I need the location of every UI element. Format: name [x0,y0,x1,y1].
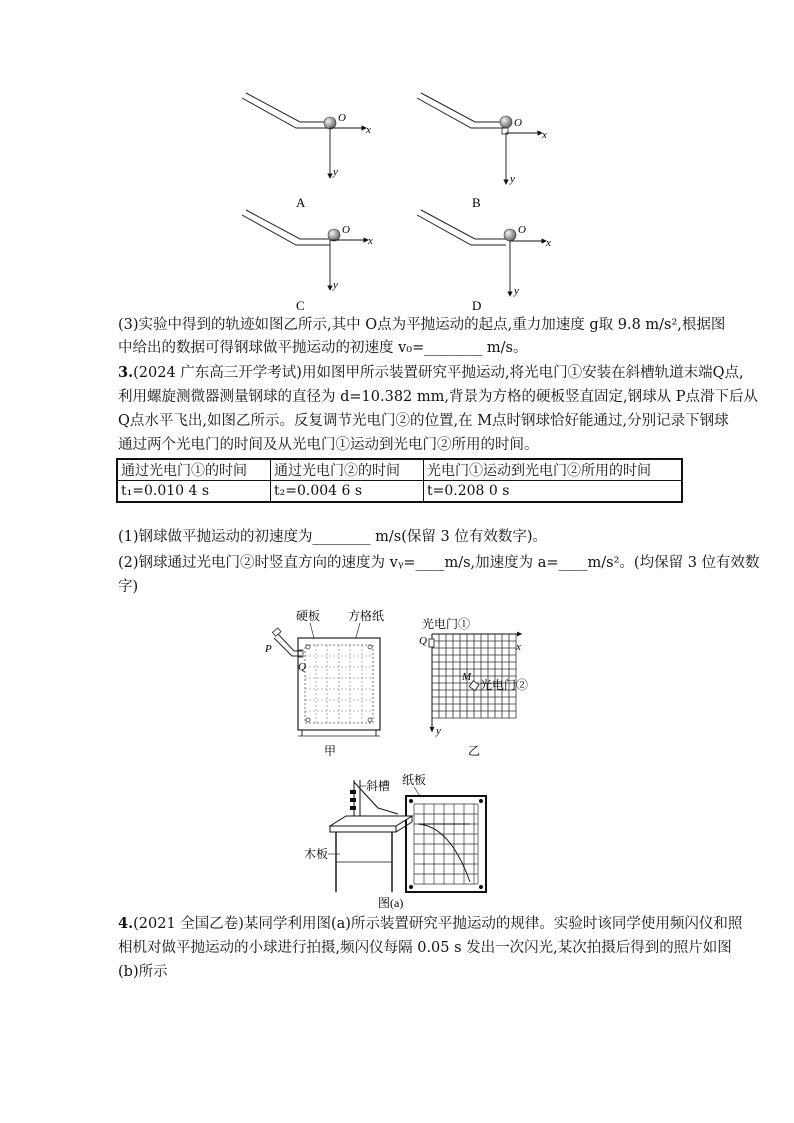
table-row [117,481,682,503]
svg-text:Q: Q [419,635,427,647]
q3-sub2-line1: (2)钢球通过光电门②时竖直方向的速度为 vᵧ=____m/s,加速度为 a=____m/s²。(均保留 3 位有效数 [118,555,760,571]
q4-line2: 相机对做平抛运动的小球进行拍摄,频闪仪每隔 0.05 s 发出一次闪光,某次拍摄后得到的照片如图 [118,940,732,956]
svg-text:O: O [342,224,350,236]
svg-text:x: x [542,129,547,141]
q3-line2: 利用螺旋测微器测量钢球的直径为 d=10.382 mm,背景为方格的硬板竖直固定,钢球从 P点滑下后从 [118,389,758,405]
svg-text:x: x [368,235,373,247]
table-header-cell: 光电门①运动到光电门②所用的时间 [424,459,683,481]
figure-a-caption: 图(a) [378,896,404,910]
table-cell: t₁=0.010 4 s [117,481,271,503]
q4-line3: (b)所示 [118,964,168,980]
figure-yi [408,604,548,759]
origin-label: O [338,112,346,124]
svg-text:Q: Q [298,661,306,673]
paperboard-label: 纸板 [402,773,427,787]
svg-text:O: O [518,224,526,236]
figure-jia-caption: 甲 [324,744,337,758]
figure-a-apparatus [300,770,500,910]
figure-d [417,210,551,297]
q3-data-table [116,458,683,503]
svg-text:y: y [436,725,441,737]
choice-label-c: C [296,298,305,313]
svg-text:y: y [510,173,515,185]
svg-text:x: x [516,641,521,653]
svg-text:M: M [462,671,472,683]
gate2-label: 光电门② [480,678,529,692]
svg-text:y: y [514,285,519,297]
table-header-row [117,459,682,481]
q3-sub1: (1)钢球做平抛运动的初速度为________ m/s(保留 3 位有效数字)。 [118,529,547,545]
figure-yi-caption: 乙 [468,744,481,758]
q2-part3-line2: 中给出的数据可得钢球做平抛运动的初速度 v₀=________ m/s。 [118,340,528,356]
figure-c [242,210,373,291]
choice-label-d: D [472,298,482,313]
svg-text:x: x [546,237,551,249]
figure-jia [262,604,392,759]
q3-number: 3. [118,364,134,381]
table-cell: t=0.208 0 s [424,481,683,503]
choice-figures [230,92,570,322]
figure-b [417,93,547,185]
table-cell: t₂=0.004 6 s [271,481,424,503]
grid-paper-label: 方格纸 [348,609,385,623]
table-header-cell: 通过光电门①的时间 [117,459,271,481]
q4-number: 4. [118,915,134,932]
q3-line1: 3.(2024 广东高三开学考试)用如图甲所示装置研究平抛运动,将光电门①安装在斜槽轨道末端Q点, [118,364,744,381]
choice-label-a: A [296,195,306,210]
hardboard-label: 硬板 [296,609,321,623]
svg-text:P: P [265,643,272,655]
svg-text:y: y [333,166,338,178]
q3-line3: Q点水平飞出,如图乙所示。反复调节光电门②的位置,在 M点时钢球恰好能通过,分别记录下钢球 [118,413,729,429]
q3-sub2-line2: 字) [118,579,139,595]
gate1-label: 光电门① [422,617,471,631]
table-header-cell: 通过光电门②的时间 [271,459,424,481]
svg-text:O: O [514,117,522,129]
choice-label-b: B [472,195,481,210]
q2-part3-line1: (3)实验中得到的轨迹如图乙所示,其中 O点为平抛运动的起点,重力加速度 g取 9.8 m/s²,根据图 [118,317,726,333]
svg-text:x: x [366,124,371,136]
svg-text:y: y [333,279,338,291]
q3-line4: 通过两个光电门的时间及从光电门①运动到光电门②所用的时间。 [118,437,539,453]
wood-label: 木板 [304,847,329,861]
chute-label: 斜槽 [366,779,391,793]
figure-a [242,93,371,178]
q4-line1: 4.(2021 全国乙卷)某同学利用图(a)所示装置研究平抛运动的规律。实验时该同学使用频闪仪和照 [118,915,743,932]
